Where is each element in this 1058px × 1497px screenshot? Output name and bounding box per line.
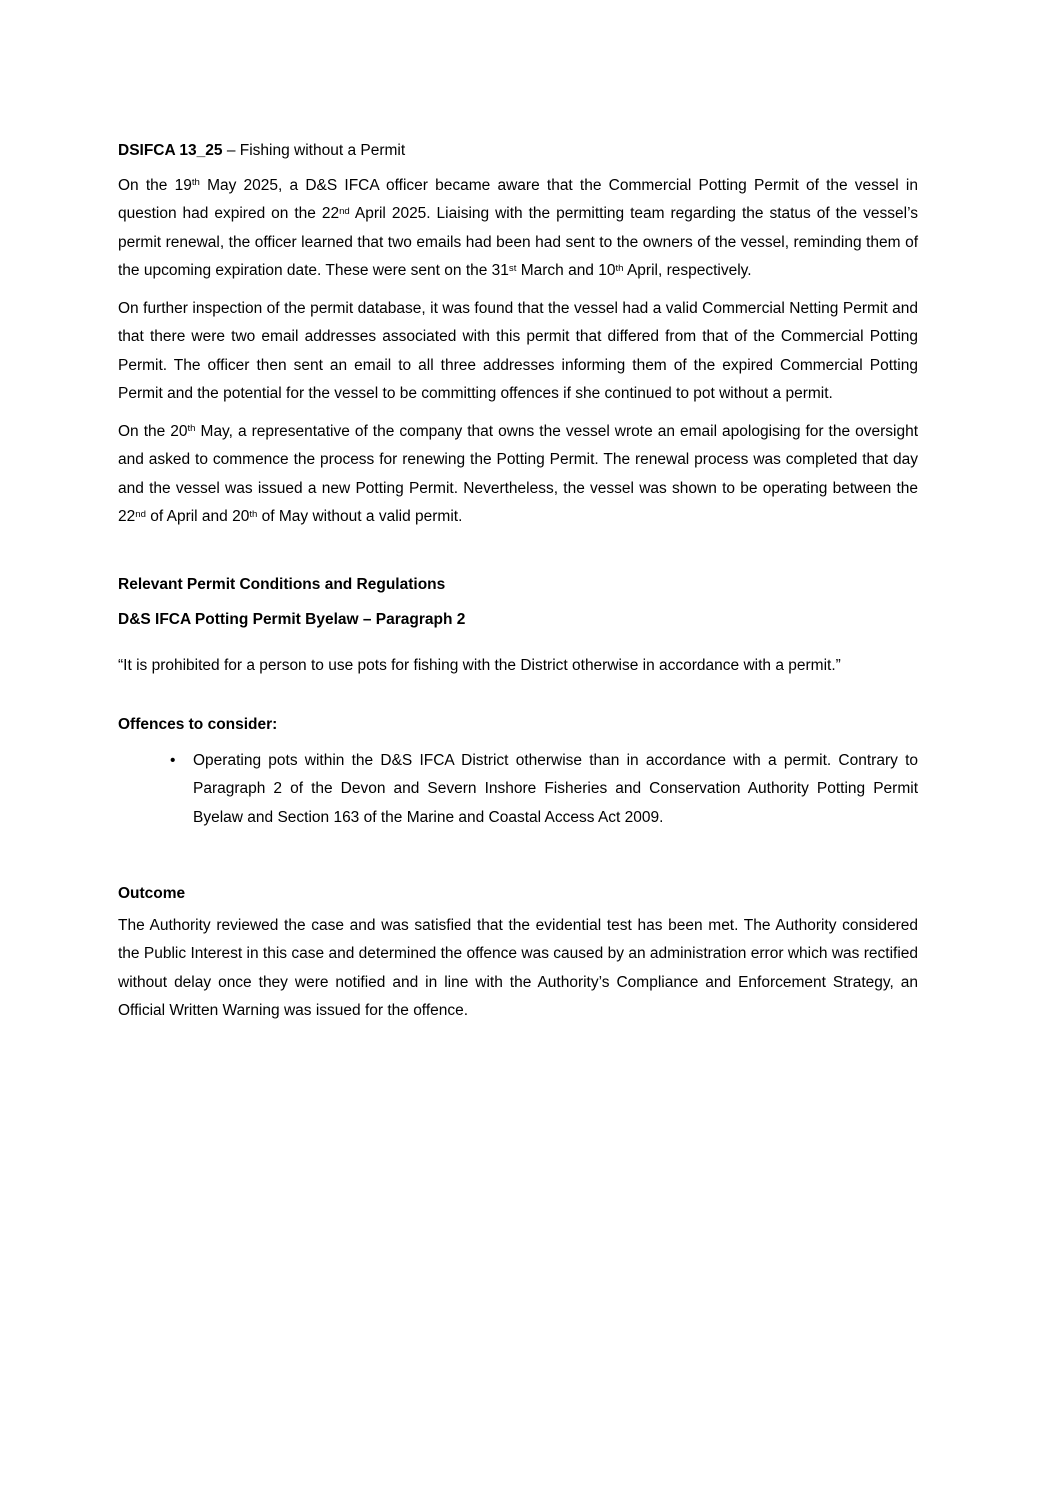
heading-relevant-conditions: Relevant Permit Conditions and Regulations <box>118 575 446 593</box>
heading-byelaw-paragraph: D&S IFCA Potting Permit Byelaw – Paragraph 2 <box>118 611 466 628</box>
heading-outcome: Outcome <box>118 885 186 902</box>
byelaw-quote: “It is prohibited for a person to use pots for fishing with the District otherwise in accordance with a permit.” <box>118 656 841 674</box>
title-subtitle: – Fishing without a Permit <box>222 142 406 159</box>
bullet-marker: • <box>170 751 176 769</box>
document-title <box>118 137 918 166</box>
case-number: DSIFCA 13_25 <box>118 142 223 159</box>
paragraph-permit-renewal: On the 20th May, a representative of the company that owns the vessel wrote an email apologising for the oversight and asked to commence the process for renewing the Potting Permit. The renewal process was completed that day and the vessel was issued a new Potting Permit. Nevertheless, the vessel was shown to be operating between the 22nd of April and 20th of May without a valid permit. <box>118 422 919 525</box>
offence-list-item <box>118 747 918 833</box>
outcome-text: The Authority reviewed the case and was satisfied that the evidential test has been met. The Authority considered the Public Interest in this case and determined the offence was caused by an administration error which was rectified without delay once they were notified and in line with the Authority’s Compliance and Enforcement Strategy, an Official Written Warning was issued for the offence. <box>118 916 918 1019</box>
paragraph-permit-database: On further inspection of the permit database, it was found that the vessel had a valid Commercial Netting Permit and that there were two email addresses associated with this permit that differed from that of the Commercial Potting Permit. The officer then sent an email to all three addresses informing them of the expired Commercial Potting Permit and the potential for the vessel to be committing offences if she continued to pot without a permit. <box>118 299 918 402</box>
heading-offences: Offences to consider: <box>118 716 278 733</box>
offence-text: Operating pots within the D&S IFCA District otherwise than in accordance with a permit. Contrary to Paragraph 2 of the Devon and Severn Inshore Fisheries and Conservation Authority Potting Permit Byelaw and Section 163 of the Marine and Coastal Access Act 2009. <box>193 751 918 826</box>
paragraph-initial-discovery: On the 19th May 2025, a D&S IFCA officer became aware that the Commercial Potting Permit of the vessel in question had expired on the 22nd April 2025. Liaising with the permitting team regarding the status of the vessel’s permit renewal, the officer learned that two emails had been had sent to the owners of the vessel, reminding them of the upcoming expiration date. These were sent on the 31st March and 10th April, respectively. <box>118 176 918 279</box>
